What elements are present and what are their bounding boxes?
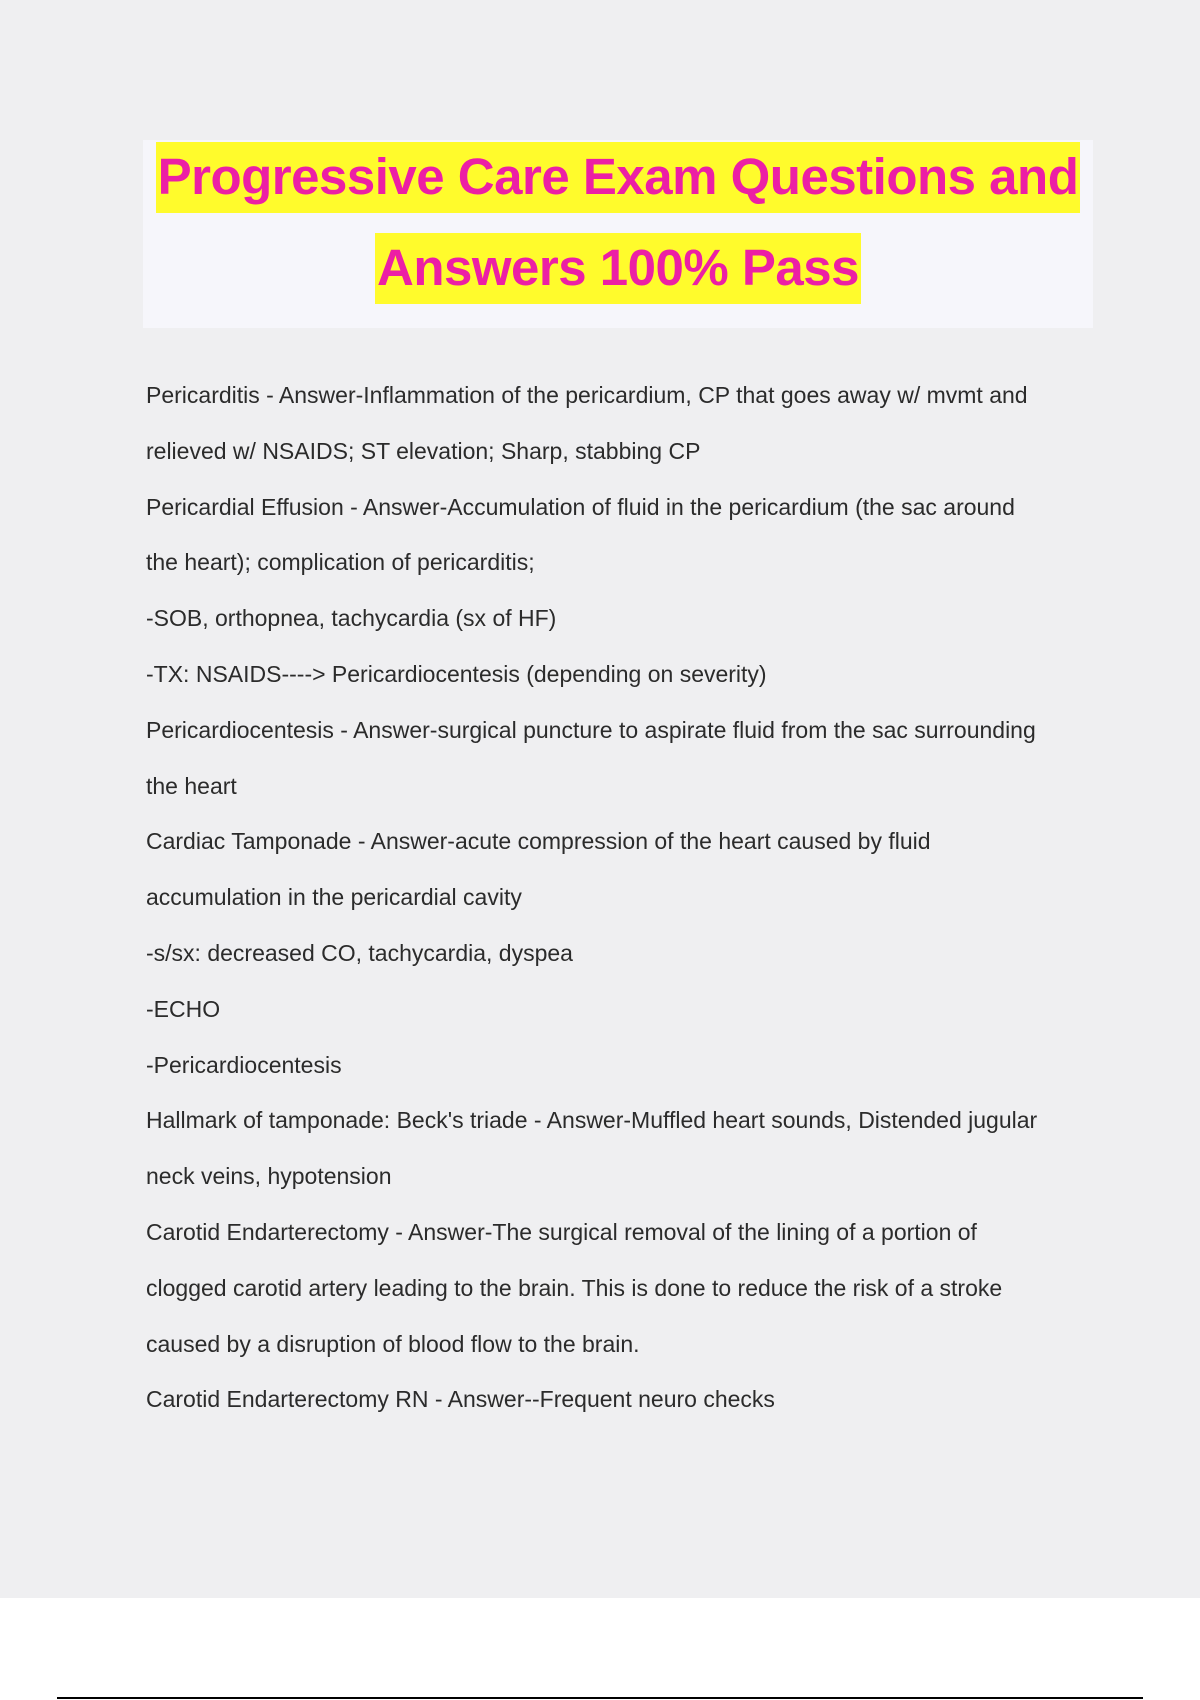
- text-line: -s/sx: decreased CO, tachycardia, dyspea: [146, 939, 573, 966]
- text-line: caused by a disruption of blood flow to the brain.: [146, 1330, 640, 1357]
- text-line: Pericarditis - Answer-Inflammation of the pericardium, CP that goes away w/ mvmt and: [146, 382, 1028, 408]
- text-line: -SOB, orthopnea, tachycardia (sx of HF): [146, 605, 557, 632]
- text-line: Hallmark of tamponade: Beck's triade - Answer-Muffled heart sounds, Distended jugular: [146, 1107, 1038, 1134]
- text-line: -TX: NSAIDS----> Pericardiocentesis (depending on severity): [146, 660, 767, 687]
- text-line: clogged carotid artery leading to the brain. This is done to reduce the risk of a stroke: [146, 1274, 1003, 1301]
- text-line: the heart: [146, 772, 237, 799]
- title-highlight-2: Answers 100% Pass: [375, 233, 861, 304]
- page-title-line-1: [143, 148, 1093, 205]
- text-line: neck veins, hypotension: [146, 1163, 392, 1190]
- footer-divider: [57, 1697, 1143, 1699]
- text-line: the heart); complication of pericarditis;: [146, 549, 535, 576]
- title-highlight-1: Progressive Care Exam Questions and: [156, 142, 1081, 213]
- text-line: relieved w/ NSAIDS; ST elevation; Sharp, stabbing CP: [146, 437, 701, 464]
- text-line: accumulation in the pericardial cavity: [146, 884, 522, 911]
- text-line: Carotid Endarterectomy - Answer-The surgical removal of the lining of a portion of: [146, 1218, 977, 1245]
- text-line: Pericardiocentesis - Answer-surgical puncture to aspirate fluid from the sac surrounding: [146, 716, 1036, 743]
- page-title-line-2: [143, 239, 1093, 296]
- body-text: [146, 368, 1096, 1428]
- text-line: Pericardial Effusion - Answer-Accumulation of fluid in the pericardium (the sac around: [146, 493, 1015, 520]
- title-block: [143, 140, 1093, 328]
- text-line: -ECHO: [146, 995, 221, 1022]
- text-line: Carotid Endarterectomy RN - Answer--Frequent neuro checks: [146, 1386, 775, 1413]
- text-line: Cardiac Tamponade - Answer-acute compression of the heart caused by fluid: [146, 828, 931, 855]
- text-line: -Pericardiocentesis: [146, 1051, 342, 1078]
